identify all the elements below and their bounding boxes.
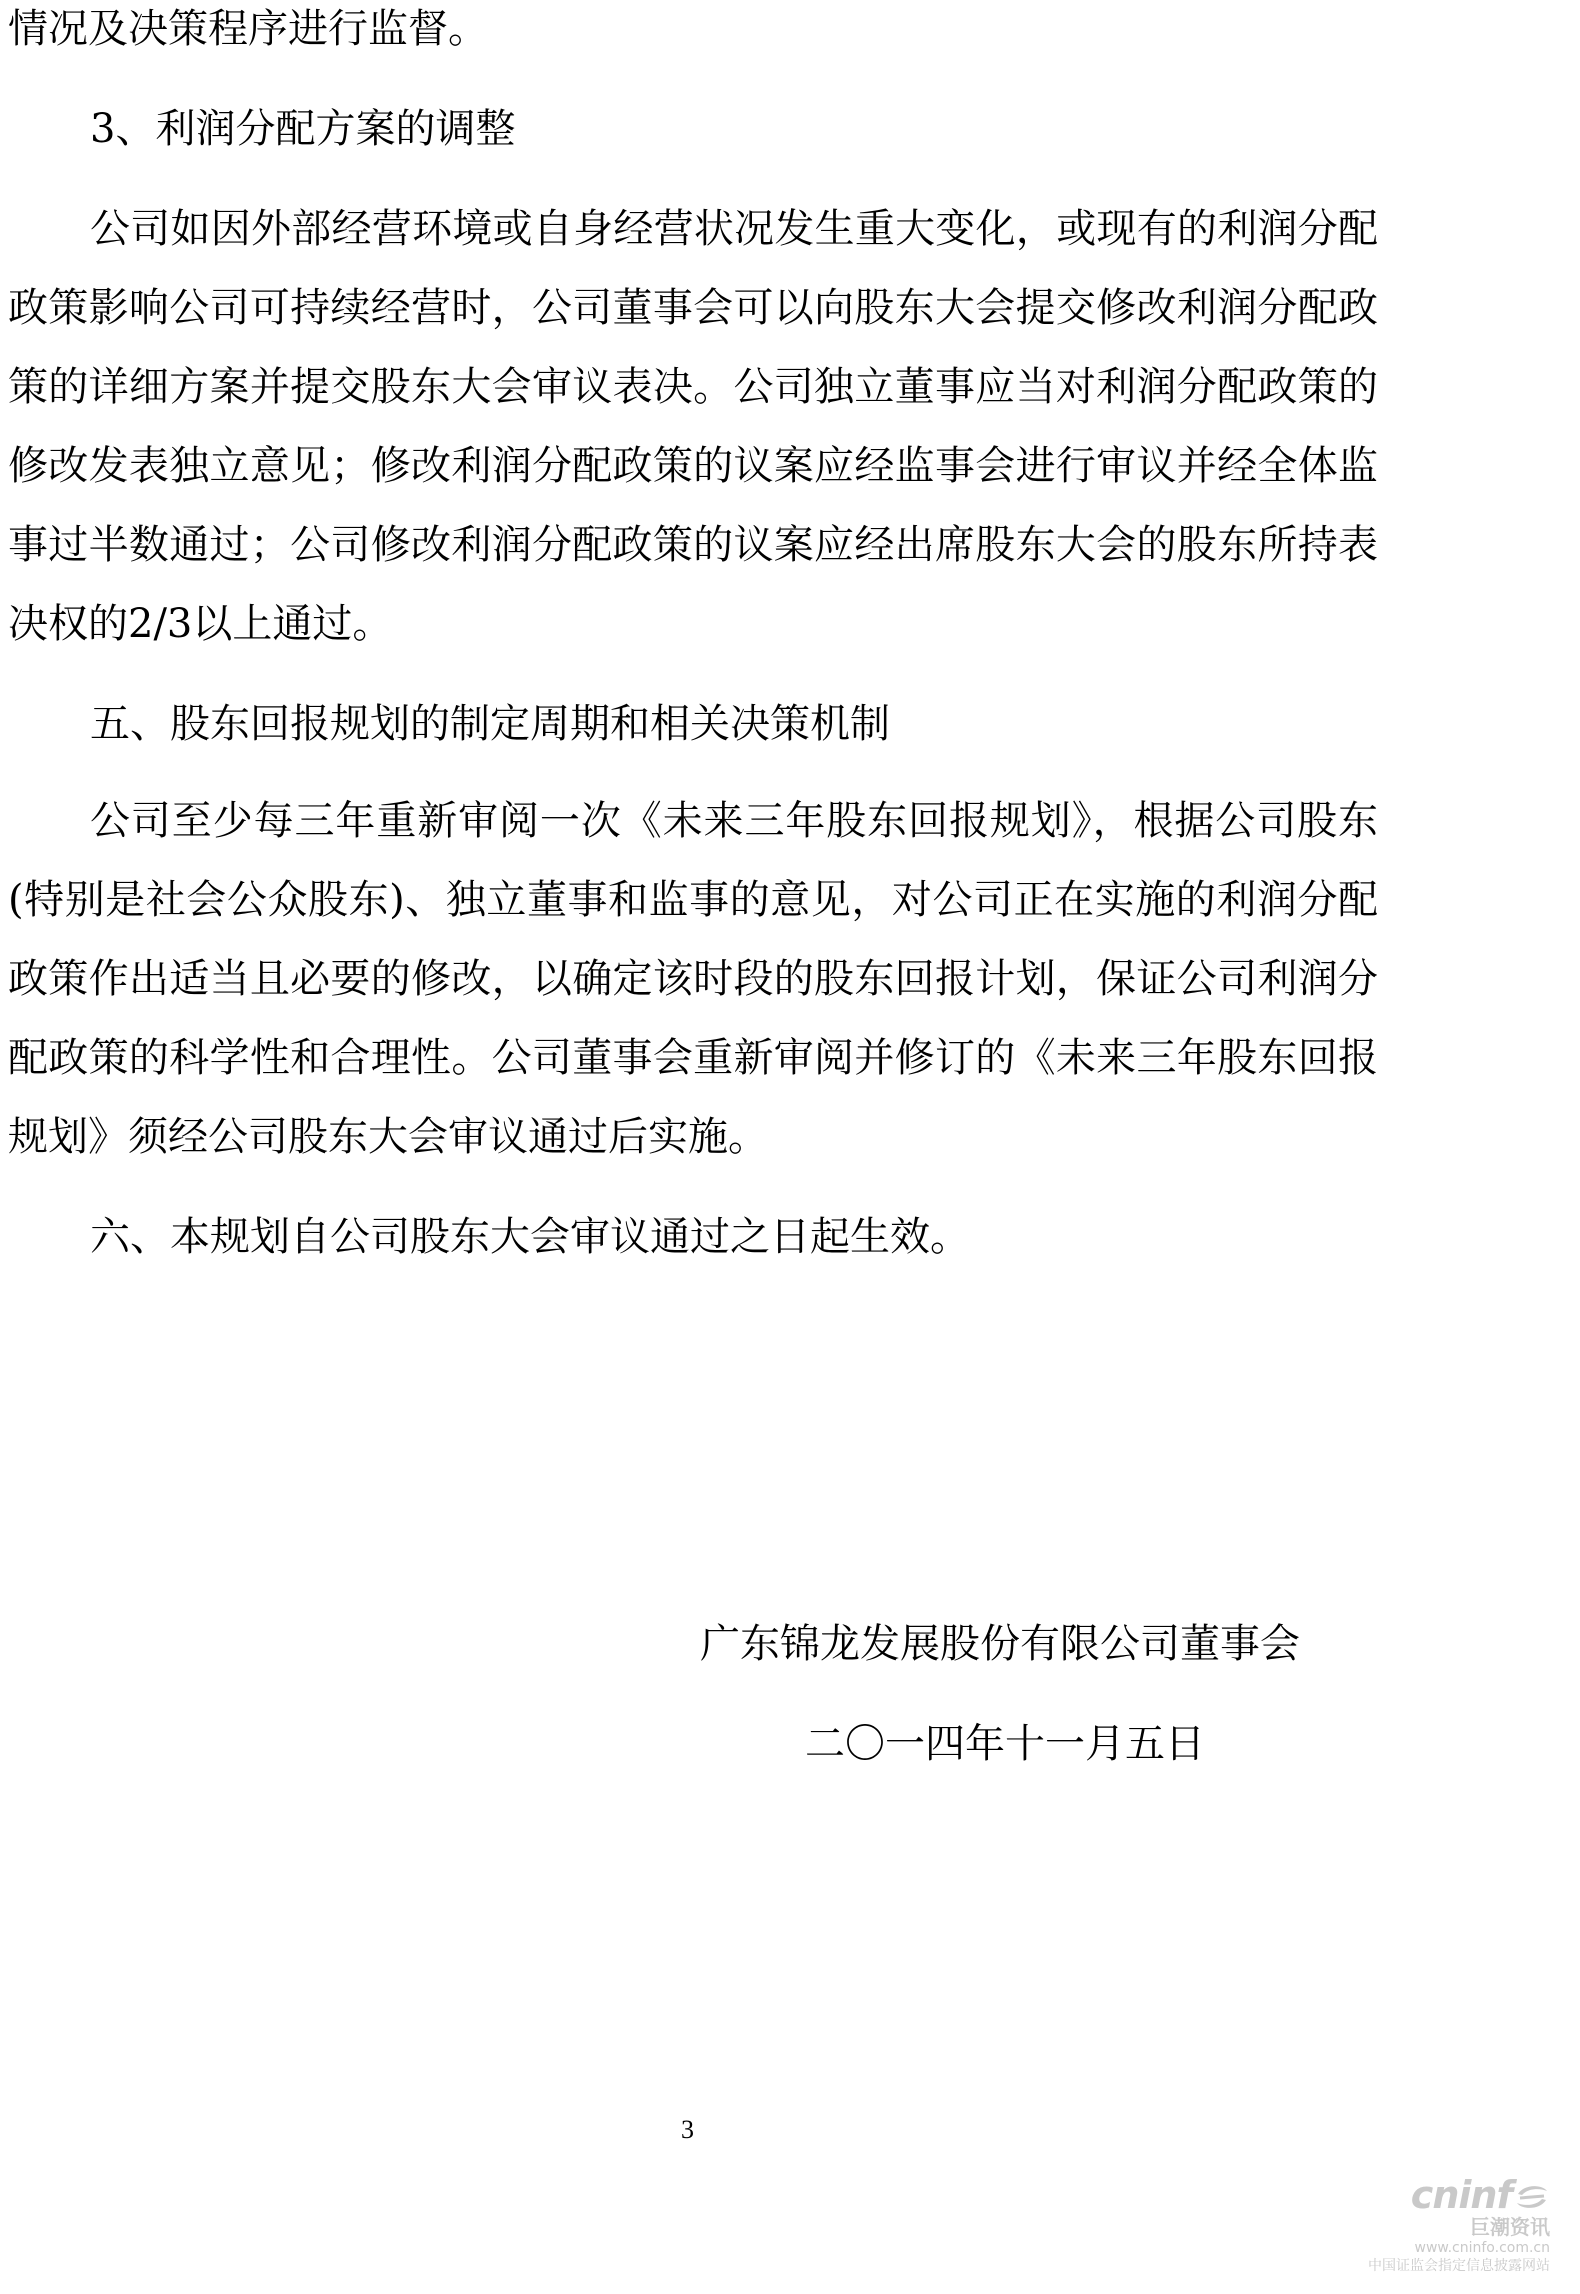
paragraph-cycle: 公司至少每三年重新审阅一次《未来三年股东回报规划》，根据公司股东(特别是社会公众股东)、独立董事和监事的意见，对公司正在实施的利润分配政策作出适当且必要的修改，以确定该时段的股东回报计划，保证公司利润分配政策的科学性和合理性。公司董事会重新审阅并修订的《未来三年股东回报规划》须经公司股东大会审议通过后实施。 [8, 798, 1378, 1160]
heading-3-adjustment: 3、利润分配方案的调整 [90, 106, 516, 152]
watermark-url: www.cninfo.com.cn [1414, 2240, 1550, 2256]
paragraph-adjustment: 公司如因外部经营环境或自身经营状况发生重大变化，或现有的利润分配政策影响公司可持续经营时，公司董事会可以向股东大会提交修改利润分配政策的详细方案并提交股东大会审议表决。公司独立董事应当对利润分配政策的修改发表独立意见；修改利润分配政策的议案应经监事会进行审议并经全体监事过半数通过；公司修改利润分配政策的议案应经出席股东大会的股东所持表决权的2/3以上通过。 [8, 206, 1378, 647]
page-number: 3 [681, 2115, 694, 2144]
watermark-logo-text: cninf [1410, 2173, 1512, 2217]
heading-6-effective: 六、本规划自公司股东大会审议通过之日起生效。 [90, 1214, 970, 1260]
signature-organization: 广东锦龙发展股份有限公司董事会 [700, 1621, 1300, 1667]
heading-5-cycle: 五、股东回报规划的制定周期和相关决策机制 [90, 701, 890, 747]
swirl-logo-icon [1514, 2182, 1550, 2212]
watermark-logo [1310, 2175, 1550, 2215]
watermark-brand-cn: 巨潮资讯 [1470, 2215, 1550, 2239]
watermark-subtitle: 中国证监会指定信息披露网站 [1368, 2258, 1550, 2274]
cninfo-watermark [1310, 2175, 1550, 2285]
signature-date: 二〇一四年十一月五日 [805, 1721, 1205, 1767]
paragraph-previous-tail: 情况及决策程序进行监督。 [8, 6, 488, 52]
